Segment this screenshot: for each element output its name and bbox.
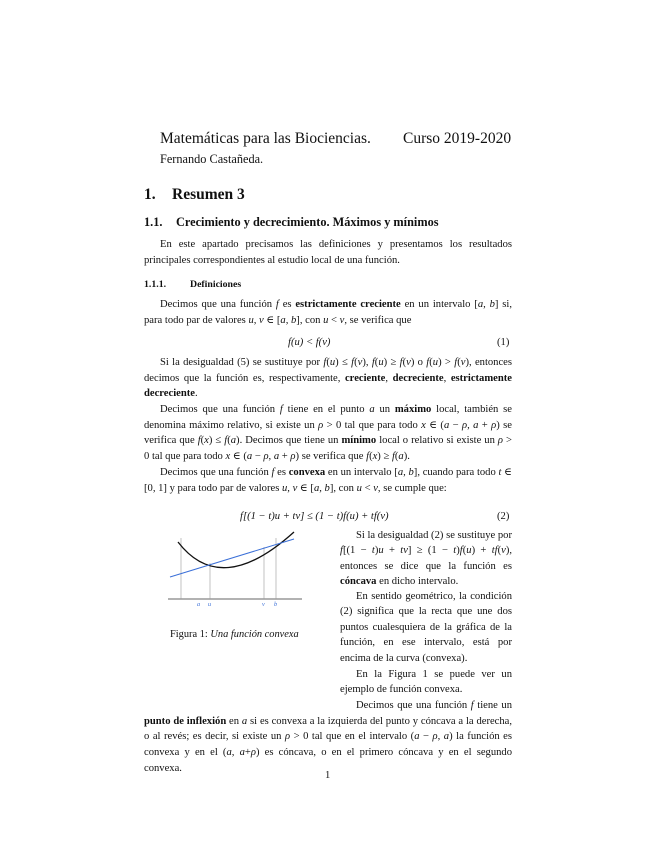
term-minimum: mínimo (341, 435, 377, 447)
equation-2-number: (2) (497, 511, 510, 522)
equation-2 (240, 511, 389, 522)
figure-convex-curve (178, 532, 294, 568)
definition-paragraph-variants: Si la desigualdad (5) se sustituye por f(u) ≤ f(v), f(u) ≥ f(v) o f(u) > f(v), entonces decimos que la función es, respectivamente, creciente, decreciente, estrictamente decreciente. (144, 357, 513, 400)
section-number: 1. (144, 186, 156, 203)
figure-caption-text: Una función convexa (210, 629, 299, 640)
equation-1 (288, 337, 330, 348)
section-title: Resumen 3 (172, 186, 245, 203)
term-strictly-increasing: estrictamente creciente (295, 299, 401, 310)
term-inflection-point: punto de inflexión (144, 715, 227, 727)
figure-caption-prefix: Figura 1: (170, 629, 208, 640)
term-maximum: máximo (394, 404, 432, 415)
geometric-meaning-paragraph: En sentido geométrico, la condición (2) significa que la recta que une dos puntos cualesquiera de la gráfica de la función, en ese intervalo, está por encima de la curva (convexa). (340, 591, 512, 664)
equation-1-number: (1) (497, 337, 510, 348)
subsubsection-title: Definiciones (190, 279, 242, 290)
figure-label-a: a (197, 601, 201, 608)
figure-label-v: v (262, 601, 265, 608)
figure-convex-function (164, 528, 308, 624)
term-strictly-decreasing: estrictamente decreciente (144, 372, 513, 400)
author: Fernando Castañeda. (160, 152, 264, 166)
equation-1-text: f(u) < f(v) (288, 337, 331, 348)
term-convex: convexa (288, 467, 326, 478)
figure-caption (170, 629, 299, 640)
term-increasing: creciente (344, 372, 386, 384)
subsection-number: 1.1. (144, 215, 163, 229)
figure-label-u: u (208, 601, 212, 608)
definition-paragraph-convex: Decimos que una función f es convexa en un intervalo [a, b], cuando para todo t ∈ [0, 1] y para todo par de valores u, v ∈ [a, b], con u < v, se cumple que: (144, 467, 513, 494)
figure-label-b: b (274, 601, 278, 608)
page-number: 1 (325, 770, 331, 781)
intro-paragraph: En este apartado precisamos las definiciones y presentamos los resultados principales correspondientes al estudio local de una función. (144, 239, 512, 266)
term-decreasing: decreciente (392, 372, 444, 384)
convex-condition-paragraph: Si la desigualdad (2) se sustituye por f[(1 − t)u + tv] ≥ (1 − t)f(u) + tf(v), entonces se dice que la función es cóncava en dicho intervalo. (340, 530, 512, 588)
subsubsection-number: 1.1.1. (144, 279, 167, 290)
definition-paragraph-increasing: Decimos que una función f es estrictamente creciente en un intervalo [a, b] si, para todo par de valores u, v ∈ [a, b], con u < v, se verifica que (144, 299, 512, 326)
inflection-paragraph: Decimos que una función f tiene un punto de inflexión en a si es convexa a la izquierda del punto y cóncava a la derecha, o al revés; es decir, si existe un ρ > 0 tal que en el intervalo (a − ρ, a) la función es convexa y en el (a, a+ρ) es cóncava, o en el primero cóncava y en el segundo convexa. (144, 700, 513, 774)
course-title: Matemáticas para las Biociencias. (160, 130, 371, 147)
term-concave: cóncava (340, 576, 377, 588)
course-year: Curso 2019-2020 (403, 130, 512, 147)
equation-2-text: f[(1 − t)u + tv] ≤ (1 − t)f(u) + tf(v) (240, 511, 389, 522)
definition-paragraph-extrema: Decimos que una función f tiene en el punto a un máximo local, también se denomina máximo relativo, si existe un ρ > 0 tal que para todo x ∈ (a − ρ, a + ρ) se verifica que f(x) ≤ f(a). Decimos que tiene un mínimo local o relativo si existe un ρ > 0 tal que para todo x ∈ (a − ρ, a + ρ) se verifica que f(x) ≥ f(a). (144, 404, 513, 463)
figure-chord-line (170, 539, 294, 577)
subsection-title: Crecimiento y decrecimiento. Máximos y mínimos (176, 215, 439, 229)
figure-reference-paragraph: En la Figura 1 se puede ver un ejemplo de función convexa. (340, 669, 512, 696)
